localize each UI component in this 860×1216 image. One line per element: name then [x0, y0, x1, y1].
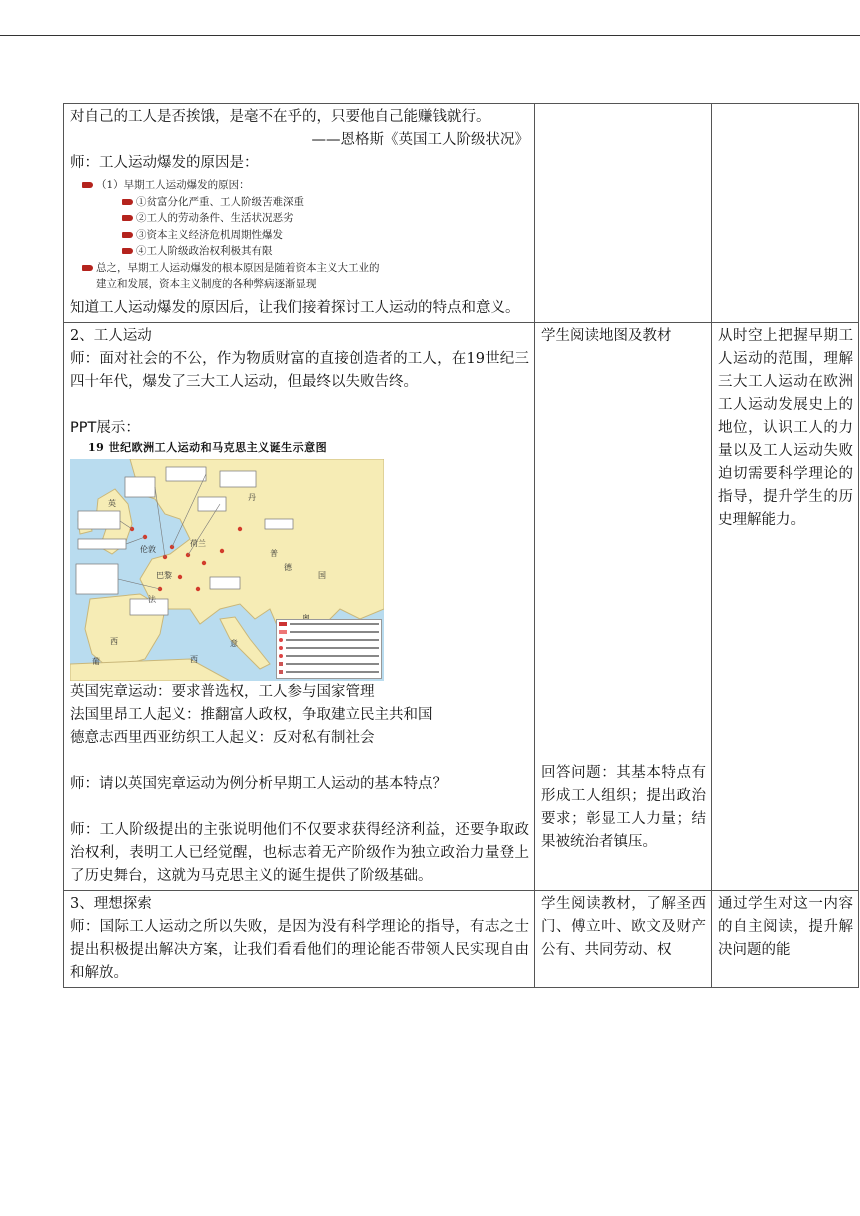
teacher-question: 师：工人运动爆发的原因是： — [70, 155, 259, 171]
table-row — [64, 104, 859, 323]
bullet-arrow-icon — [122, 232, 133, 238]
map-title: 19 世纪欧洲工人运动和马克思主义诞生示意图 — [88, 440, 328, 454]
design-purpose-cell — [712, 890, 859, 987]
quote-text: 对自己的工人是否挨饿，是毫不在乎的，只要他自己能赚钱就行。 — [70, 109, 491, 125]
lesson-plan-table — [63, 103, 859, 988]
student-activity-cell — [535, 890, 712, 987]
teacher-paragraph: 师：面对社会的不公，作为物质财富的直接创造者的工人，在19世纪三四十年代，爆发了三大工人运动，但最终以失败告终。 — [70, 350, 529, 390]
slide-item: ②工人的劳动条件、生活状况恶劣 — [136, 212, 294, 224]
bullet-arrow-icon — [122, 199, 133, 205]
ppt-label: PPT展示： — [70, 419, 140, 436]
content-cell — [64, 322, 535, 890]
transition-text: 知道工人运动爆发的原因后，让我们接着探讨工人运动的特点和意义。 — [70, 299, 520, 316]
student-activity: 学生阅读教材，了解圣西门、傅立叶、欧文及财产公有、共同劳动、权 — [541, 895, 706, 958]
map-legend — [276, 619, 382, 679]
section-title: 2、工人运动 — [70, 327, 152, 344]
student-answer: 回答问题：其基本特点有形成工人组织；提出政治要求；彰显工人力量；结果被统治者镇压。 — [541, 764, 706, 850]
slide-item: ④工人阶级政治权利极其有限 — [136, 245, 273, 257]
table-row — [64, 890, 859, 987]
content-cell — [64, 890, 535, 987]
slide-item: ①贫富分化严重、工人阶级苦难深重 — [136, 195, 304, 208]
bullet-arrow-icon — [82, 182, 93, 188]
slide-item: ③资本主义经济危机周期性爆发 — [136, 228, 283, 241]
quote-source: ——恩格斯《英国工人阶级状况》 — [311, 132, 529, 148]
bullet-arrow-icon — [82, 265, 93, 271]
design-purpose: 通过学生对这一内容的自主阅读，提升解决问题的能 — [718, 895, 853, 958]
movement-line: 英国宪章运动：要求普选权，工人参与国家管理 — [70, 683, 375, 700]
teacher-paragraph: 师：工人阶级提出的主张说明他们不仅要求获得经济利益，还要争取政治权利，表明工人已经觉醒，也标志着无产阶级作为独立政治力量登上了历史舞台，这就为马克思主义的诞生提供了阶级基础。 — [70, 821, 529, 884]
slide-heading: （1）早期工人运动爆发的原因： — [96, 179, 250, 191]
movement-line: 法国里昂工人起义：推翻富人政权，争取建立民主共和国 — [70, 706, 433, 723]
europe-map: 英 伦敦 荷兰 丹 普 巴黎 法 德 国 西 西 意 葡 — [70, 459, 384, 681]
header-rule — [0, 35, 860, 36]
bullet-arrow-icon — [122, 248, 133, 254]
bullet-arrow-icon — [122, 215, 133, 221]
teacher-question: 师：请以英国宪章运动为例分析早期工人运动的基本特点？ — [70, 775, 447, 792]
student-activity: 学生阅读地图及教材 — [541, 327, 672, 344]
teacher-paragraph: 师：国际工人运动之所以失败，是因为没有科学理论的指导，有志之士提出积极提出解决方案，让我们看看他们的理论能否带领人民实现自由和解放。 — [70, 918, 529, 981]
student-activity-cell — [535, 322, 712, 890]
table-row — [64, 322, 859, 890]
content-cell — [64, 104, 535, 323]
design-purpose: 从时空上把握早期工人运动的范围，理解三大工人运动在欧洲工人运动发展史上的地位，认识工人的力量以及工人运动失败迫切需要科学理论的指导，提升学生的历史理解能力。 — [718, 327, 853, 528]
movement-line: 德意志西里西亚纺织工人起义：反对私有制社会 — [70, 729, 375, 746]
slide-summary: 总之，早期工人运动爆发的根本原因是随着资本主义大工业的建立和发展，资本主义制度的各种弊病逐渐显现 — [96, 261, 380, 290]
design-purpose-cell — [712, 322, 859, 890]
causes-slide — [82, 177, 529, 293]
section-title: 3、理想探索 — [70, 895, 152, 912]
design-purpose-cell — [712, 104, 859, 323]
student-activity-cell — [535, 104, 712, 323]
